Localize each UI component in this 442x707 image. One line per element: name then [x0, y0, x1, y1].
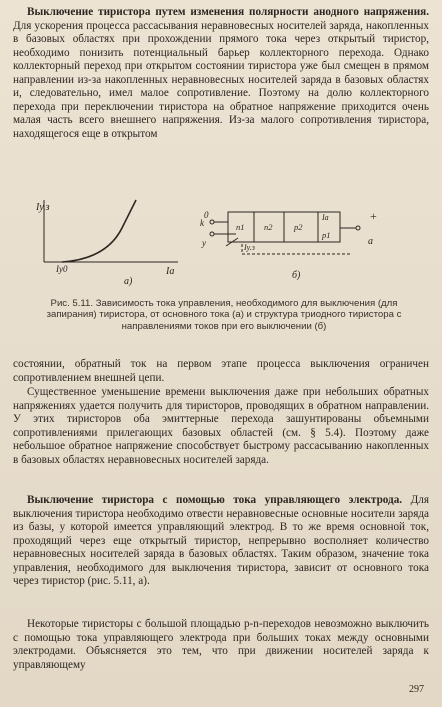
gate-terminal: [210, 232, 214, 236]
graph-curve: [62, 200, 136, 262]
paragraph-gate-turnoff: [13, 494, 429, 589]
page-number: 297: [409, 684, 424, 695]
paragraph-body: Для ускорения процесса рассасывания неравновесных носителей заряда, накопленных в базовых областях при прохождении прямого тока через открытый тиристор, необходимо понизить потенциальный барьер коллекторного перехода. Однако коллекторный переход при открытом состоянии тиристора уже был смещен в прямом направлении из-за накопленных неравновесных носителей заряда в базовых областях и, следовательно, имел малое сопротивление. Поэтому на долю коллекторного перехода при переключении тиристора на обратное напряжение приходится очень малая часть всего внешнего напряжения. Из-за малого сопротивления тиристора, находящегося еще в открытом: [13, 19, 429, 140]
paragraph-continuation: состоянии, обратный ток на первом этапе процесса выключения ограничен сопротивлением внешней цепи.: [13, 358, 429, 384]
label-n1: n1: [236, 222, 245, 232]
graph-sub-label: а): [124, 276, 133, 287]
figure-drawing: [30, 198, 430, 298]
label-p2: p2: [294, 222, 303, 232]
figure-5-11: [30, 198, 430, 368]
label-p1: p1: [322, 230, 331, 240]
paragraph-body-gate: Для выключения тиристора необходимо отвести неравновесные основные носители заряда из базы, у которой имеется управляющий электрод. В то же время основной ток, проходящий через еще открытый тиристор, непрерывно восполняет количество неравновесных носителей заряда в базовых областях. Таким образом, значение тока управления, необходимого для выключения тиристора, зависит от основного тока через тиристор (рис. 5.11, а).: [13, 494, 429, 588]
paragraph-heading: Выключение тиристора путем изменения полярности анодного напряжения.: [27, 6, 429, 18]
paragraph-heading-gate: Выключение тиристора с помощью тока управляющего электрода.: [27, 494, 403, 506]
label-zero: 0: [204, 210, 209, 220]
current-path: [242, 244, 352, 254]
control-current-graph: [44, 200, 178, 262]
label-y: у: [202, 238, 206, 248]
figure-caption: Рис. 5.11. Зависимость тока управления, необходимого для выключения (для запирания) тиристора, от основного тока (а) и структура триодного тиристора с направлениями токов при его выключении (б): [46, 298, 402, 332]
label-ia: Iа: [322, 213, 329, 222]
struct-sub-label: б): [292, 270, 301, 281]
paragraph-anode-voltage: [13, 6, 429, 141]
label-iyz: Iу.з: [244, 243, 255, 252]
label-plus: +: [370, 209, 377, 223]
label-a: а: [368, 236, 373, 247]
paragraph-large-area: Некоторые тиристоры с большой площадью p-n-переходов невозможно выключить с помощью тока управляющего электрода при больших токах между основными электродами. Объясняется это тем, что при движении носителей заряда к управляющему: [13, 618, 429, 671]
cathode-terminal: [210, 220, 214, 224]
graph-origin-label: Iу0: [56, 264, 68, 274]
label-n2: n2: [264, 222, 273, 232]
graph-y-label: Iу.з: [36, 202, 50, 213]
paragraph-reverse-conducting: Существенное уменьшение времени выключения даже при небольших обратных напряжениях удается получить для тиристоров, проводящих в обратном направлении. У этих тиристоров оба эмиттерные перехода зашунтированы объемными сопротивлениями прилегающих базовых областей (см. § 5.4). Поэтому даже небольшое обратное напряжение способствует быстрому рассасыванию накопленных в базовых областях неравновесных носителей заряда.: [13, 386, 429, 466]
label-k: k: [200, 218, 204, 228]
anode-terminal: [356, 226, 360, 230]
graph-x-label: Iа: [166, 266, 175, 277]
thyristor-structure: [214, 212, 356, 254]
